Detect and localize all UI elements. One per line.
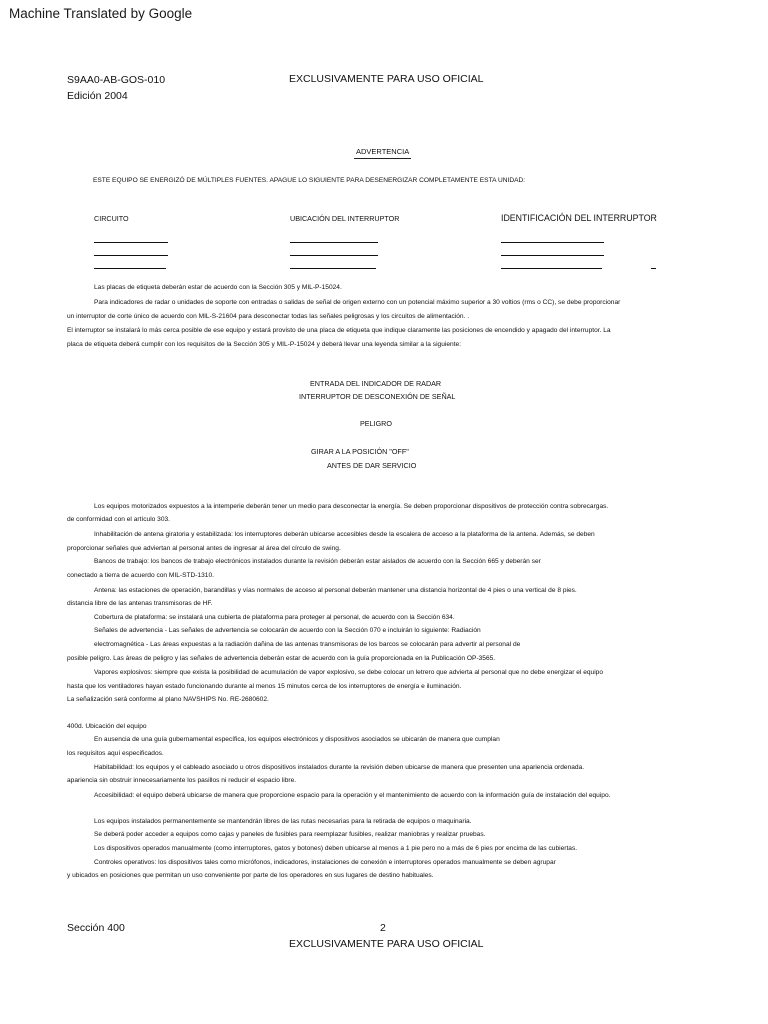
body-line: electromagnética - Las áreas expuestas a la radiación dañina de las antenas transmisoras de los barcos se colocarán para advertir al personal de (94, 641, 521, 648)
blank-line (501, 242, 604, 243)
body-line: Las placas de etiqueta deberán estar de acuerdo con la Sección 305 y MIL-P-15024. (94, 284, 342, 291)
column-switch-id: IDENTIFICACIÓN DEL INTERRUPTOR (501, 213, 657, 223)
body-line: Para indicadores de radar o unidades de soporte con entradas o salidas de señal de origen externo con un potencial máximo superior a 30 voltios (rms o CC), se debe proporcionar (94, 299, 621, 306)
blank-line (290, 268, 376, 269)
body-line: Controles operativos: los dispositivos tales como micrófonos, indicadores, instalaciones de conexión e interruptores operados manualmente se deben agrupar (94, 859, 556, 866)
body-line: hasta que los ventiladores hayan estado funcionando durante al menos 15 minutos cerca de los interruptores de energía e iluminación. (67, 683, 462, 690)
edition-label: Edición 2004 (67, 90, 128, 102)
body-line: Señales de advertencia - Las señales de advertencia se colocarán de acuerdo con la Sección 070 e incluirán lo siguiente: Radiación (94, 627, 481, 634)
legend-line-1: ENTRADA DEL INDICADOR DE RADAR (310, 379, 442, 388)
column-circuit: CIRCUITO (94, 214, 129, 223)
body-line: Cobertura de plataforma: se instalará una cubierta de plataforma para proteger al personal, de acuerdo con la Sección 634. (94, 614, 455, 621)
warning-title-underline (354, 158, 411, 159)
blank-line (501, 255, 604, 256)
body-line: En ausencia de una guía gubernamental específica, los equipos electrónicos y dispositivos asociados se ubicarán de manera que cumplan (94, 736, 500, 743)
document-code: S9AA0-AB-GOS-010 (67, 74, 166, 86)
footer-page-number: 2 (380, 922, 386, 934)
classification-header: EXCLUSIVAMENTE PARA USO OFICIAL (289, 73, 484, 85)
legend-line-2: INTERRUPTOR DE DESCONEXIÓN DE SEÑAL (299, 392, 456, 401)
legend-danger: PELIGRO (360, 419, 392, 428)
blank-line (651, 268, 656, 269)
body-line: un interruptor de corte único de acuerdo con MIL-S-21604 para desconectar todas las señales peligrosas y los circuitos de alimentación. . (67, 313, 470, 320)
blank-line (501, 268, 602, 269)
body-line: de conformidad con el artículo 303. (67, 516, 170, 523)
body-line: Antena: las estaciones de operación, barandillas y vías normales de acceso al personal deberán mantener una distancia horizontal de 4 pies o una vertical de 8 pies. (94, 587, 577, 594)
footer-classification: EXCLUSIVAMENTE PARA USO OFICIAL (289, 938, 484, 950)
body-line: Habitabilidad: los equipos y el cableado asociado u otros dispositivos instalados durante la revisión deben ubicarse de manera que presenten una apariencia ordenada. (94, 764, 585, 771)
body-line: los requisitos aquí especificados. (67, 750, 164, 757)
translation-banner: Machine Translated by Google (9, 6, 193, 21)
body-line: posible peligro. Las áreas de peligro y las señales de advertencia deberán estar de acuerdo con la guía proporcionada en la Publicación OP-3565. (67, 655, 496, 662)
body-line: apariencia sin obstruir innecesariamente los pasillos ni reducir el espacio libre. (67, 777, 297, 784)
legend-turn-off: GIRAR A LA POSICIÓN "OFF" (311, 447, 409, 456)
body-line: Se deberá poder acceder a equipos como cajas y paneles de fusibles para reemplazar fusibles, realizar maniobras y realizar pruebas. (94, 831, 486, 838)
body-line: placa de etiqueta deberá cumplir con los requisitos de la Sección 305 y MIL-P-15024 y deberá llevar una leyenda similar a la siguiente: (67, 341, 462, 348)
blank-line (94, 268, 166, 269)
blank-line (290, 242, 378, 243)
body-line: distancia libre de las antenas transmisoras de HF. (67, 600, 213, 607)
body-line: El interruptor se instalará lo más cerca posible de ese equipo y estará provisto de una placa de etiqueta que indique claramente las posiciones de encendido y apagado del interruptor. La (67, 327, 611, 334)
body-line: conectado a tierra de acuerdo con MIL-STD-1310. (67, 572, 214, 579)
body-line: Los dispositivos operados manualmente (como interruptores, gatos y botones) deben ubicarse al menos a 1 pie pero no a más de 6 pies por encima de las cubiertas. (94, 845, 578, 852)
column-switch-location: UBICACIÓN DEL INTERRUPTOR (290, 214, 400, 223)
body-line: y ubicados en posiciones que permitan un uso conveniente por parte de los operadores en sus lugares de destino habituales. (67, 872, 434, 879)
legend-before-service: ANTES DE DAR SERVICIO (327, 461, 417, 470)
body-line: Bancos de trabajo: los bancos de trabajo electrónicos instalados durante la revisión deberán estar aislados de acuerdo con la Sección 665 y deberán ser (94, 558, 541, 565)
warning-text: ESTE EQUIPO SE ENERGIZÓ DE MÚLTIPLES FUENTES. APAGUE LO SIGUIENTE PARA DESENERGIZAR COMPLETAMENTE ESTA UNIDAD: (93, 177, 526, 184)
body-line: La señalización será conforme al plano NAVSHIPS No. RE-2680602. (67, 696, 269, 703)
blank-line (94, 242, 168, 243)
blank-line (290, 255, 378, 256)
body-line: Los equipos motorizados expuestos a la intemperie deberán tener un medio para desconectar la energía. Se deben proporcionar dispositivos de protección contra sobrecargas. (94, 503, 609, 510)
body-line: Los equipos instalados permanentemente se mantendrán libres de las rutas necesarias para la retirada de equipos o maquinaria. (94, 818, 472, 825)
blank-line (94, 255, 168, 256)
warning-title: ADVERTENCIA (356, 147, 410, 156)
section-title: 400d. Ubicación del equipo (67, 723, 147, 730)
body-line: Inhabilitación de antena giratoria y estabilizada: los interruptores deberán ubicarse accesibles desde la escalera de acceso a la plataforma de la antena. Además, se deben (94, 531, 595, 538)
body-line: proporcionar señales que adviertan al personal antes de ingresar al área del círculo de swing. (67, 545, 341, 552)
footer-section: Sección 400 (67, 922, 125, 934)
body-line: Vapores explosivos: siempre que exista la posibilidad de acumulación de vapor explosivo, se debe colocar un letrero que advierta al personal que no debe energizar el equipo (94, 669, 604, 676)
body-line: Accesibilidad: el equipo deberá ubicarse de manera que proporcione espacio para la operación y el mantenimiento de acuerdo con la información guía de instalación del equipo. (94, 792, 611, 799)
